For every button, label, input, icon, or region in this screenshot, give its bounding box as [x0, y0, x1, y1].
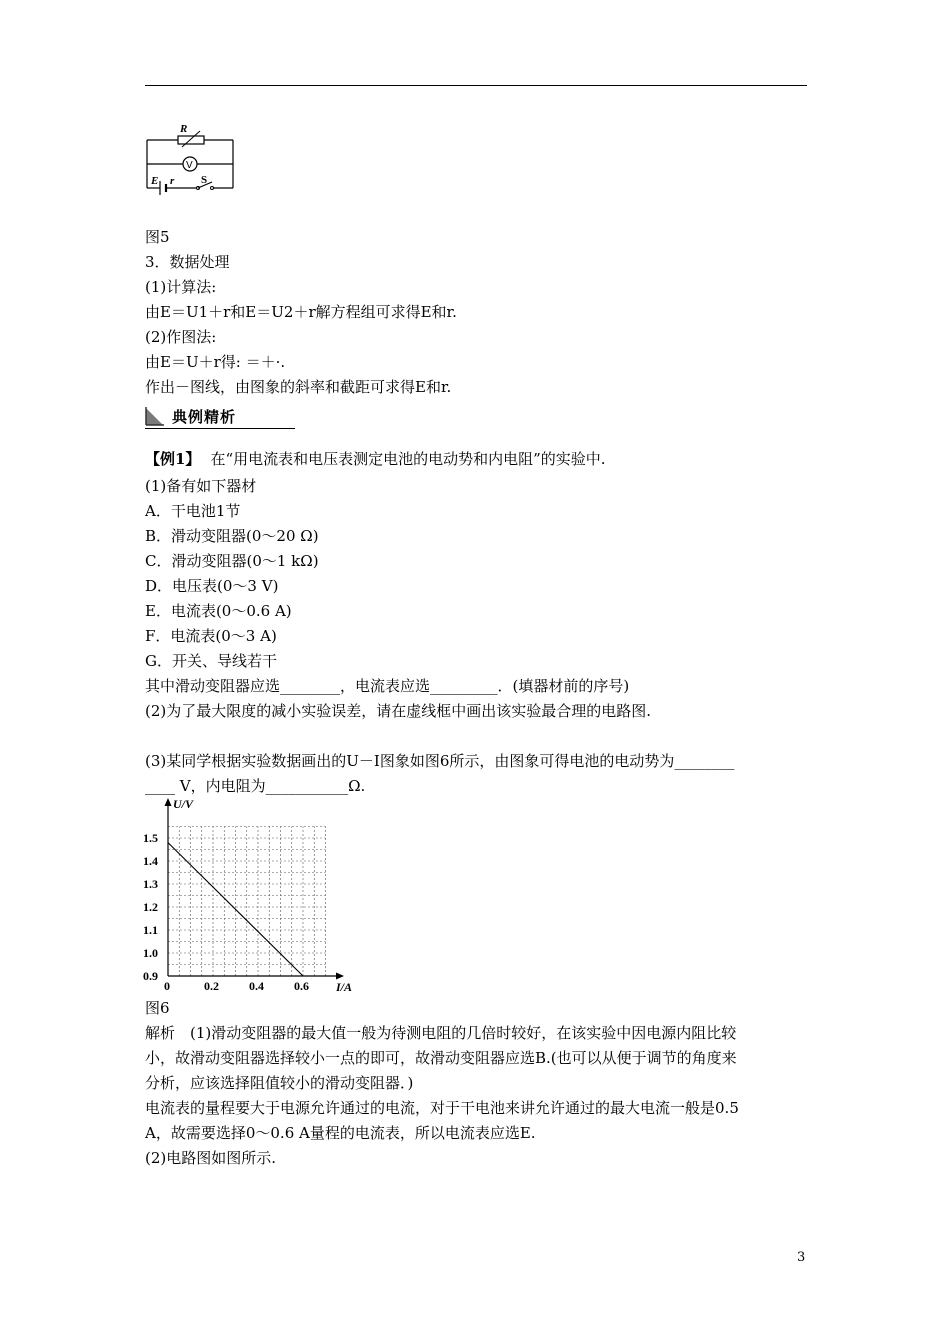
example-tag: 【例1】	[145, 450, 201, 468]
section-header	[145, 404, 295, 430]
example-intro-line	[145, 449, 606, 469]
equipment-item-a: A．干电池1节	[145, 502, 241, 520]
analysis-line-5: A，故需要选择0～0.6 A量程的电流表，所以电流表应选E.	[145, 1124, 536, 1142]
resistor-box	[178, 136, 204, 144]
selection-question: 其中滑动变阻器应选________，电流表应选_________．(填器材前的序号)	[145, 677, 630, 695]
x-axis-label: I/A	[336, 980, 353, 994]
equipment-item-f: F．电流表(0～3 A)	[145, 627, 277, 645]
equipment-item-g: G．开关、导线若干	[145, 652, 277, 670]
y-tick-label: 1.4	[143, 854, 158, 868]
graph-method-title: (2)作图法:	[145, 328, 217, 346]
fig6-caption: 图6	[145, 999, 170, 1017]
equipment-item-e: E．电流表(0～0.6 A)	[145, 602, 292, 620]
analysis-line-4: 电流表的量程要大于电源允许通过的电流，对于干电池来讲允许通过的最大电流一般是0.5	[145, 1099, 739, 1117]
analysis-line-3: 分析，应该选择阻值较小的滑动变阻器．)	[145, 1074, 414, 1092]
calc-method-title: (1)计算法:	[145, 278, 217, 296]
graph-method-text-2: 作出－图线，由图象的斜率和截距可求得E和r.	[145, 378, 452, 396]
header-rule	[145, 85, 807, 86]
x-tick-label: 0.4	[249, 979, 264, 993]
graph-method-text: 由E＝U＋r得: ＝＋·.	[145, 353, 286, 371]
analysis-line-6: (2)电路图如图所示.	[145, 1149, 277, 1167]
equipment-item-c: C．滑动变阻器(0～1 kΩ)	[145, 552, 319, 570]
fig5-circuit-diagram	[140, 120, 245, 198]
fig6-ui-chart	[140, 796, 380, 996]
fig5-caption: 图5	[145, 228, 170, 246]
y-axis-label: U/V	[173, 797, 194, 811]
y-tick-label: 1.0	[143, 946, 158, 960]
section-title: 典例精析	[172, 408, 237, 426]
x-axis-arrow-icon	[336, 973, 344, 980]
label-E: E	[151, 175, 159, 187]
y-tick-label: 0.9	[143, 969, 158, 983]
section-underline	[145, 428, 295, 429]
switch-contact-right	[211, 187, 214, 190]
y-tick-label: 1.2	[143, 900, 158, 914]
section-triangle-icon	[145, 406, 165, 426]
x-tick-label: 0.6	[294, 979, 309, 993]
section3-heading: 3．数据处理	[145, 253, 230, 271]
y-tick-label: 1.5	[143, 831, 158, 845]
label-R: R	[180, 123, 188, 135]
y-tick-label: 1.3	[143, 877, 158, 891]
question-3-line-2: ____ V，内电阻为___________Ω.	[145, 777, 366, 795]
label-r: r	[170, 175, 175, 187]
x-tick-label: 0	[164, 979, 170, 993]
label-V: V	[186, 160, 193, 171]
question-2: (2)为了最大限度的减小实验误差，请在虚线框中画出该实验最合理的电路图.	[145, 702, 652, 720]
label-S: S	[201, 174, 208, 186]
y-axis-arrow-icon	[165, 798, 172, 806]
x-tick-label: 0.2	[204, 979, 219, 993]
analysis-line-2: 小，故滑动变阻器选择较小一点的即可，故滑动变阻器应选B.(也可以从便于调节的角度来	[145, 1049, 737, 1067]
equipment-item-d: D．电压表(0～3 V)	[145, 577, 279, 595]
analysis-line-1: 解析 (1)滑动变阻器的最大值一般为待测电阻的几倍时较好，在该实验中因电源内阻比较	[145, 1024, 737, 1042]
question-3-line-1: (3)某同学根据实验数据画出的U－I图象如图6所示，由图象可得电池的电动势为________	[145, 752, 735, 770]
y-tick-label: 1.1	[143, 923, 158, 937]
example-intro: 在“用电流表和电压表测定电池的电动势和内电阻”的实验中.	[210, 450, 606, 468]
chart-grid	[168, 827, 326, 977]
question-1: (1)备有如下器材	[145, 477, 257, 495]
page-number: 3	[797, 1250, 806, 1265]
equipment-item-b: B．滑动变阻器(0～20 Ω)	[145, 527, 319, 545]
calc-method-text: 由E＝U1＋r和E＝U2＋r解方程组可求得E和r.	[145, 303, 457, 321]
